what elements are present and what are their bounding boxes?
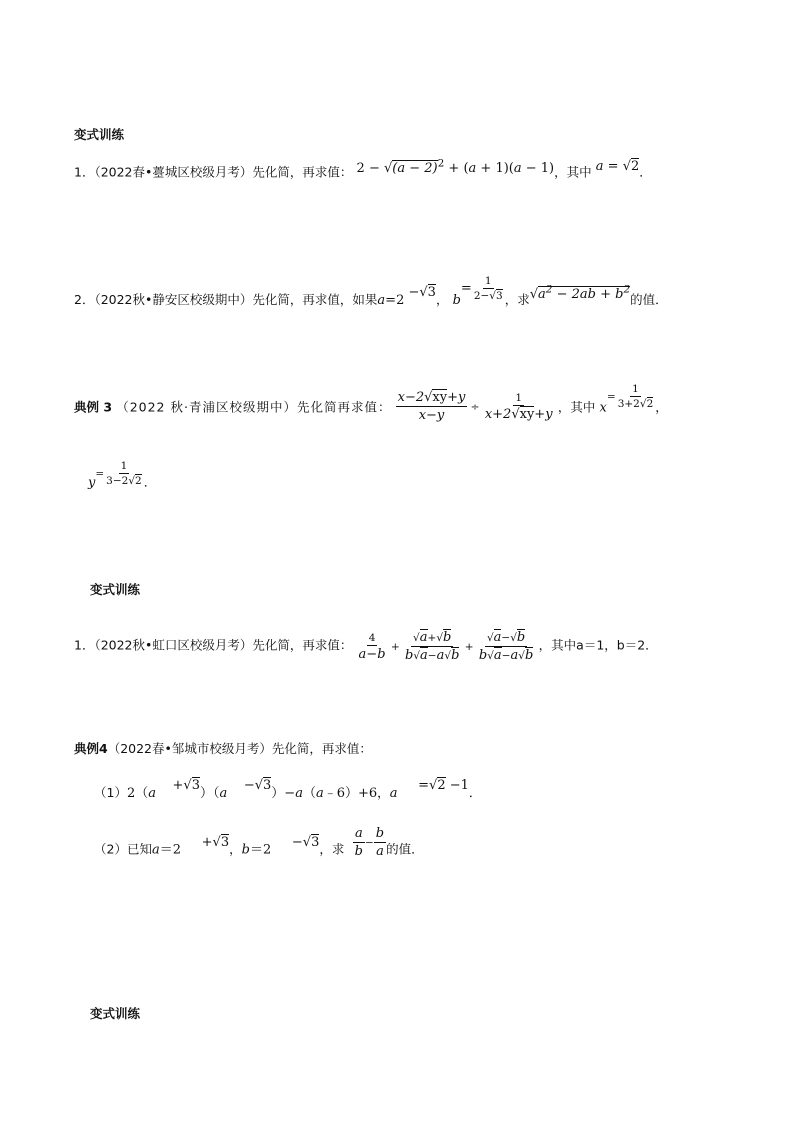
problem-number: 1． (74, 164, 95, 180)
example-4 (74, 739, 372, 757)
problem-task: 先化简，再求值，如果 (252, 292, 378, 307)
condition-values: a＝1，b＝2． (576, 637, 658, 653)
problem-3 (74, 630, 658, 663)
example-label: 典例4 (74, 741, 108, 756)
b-label: b (452, 293, 461, 308)
problem-task: 先化简，再求值： (252, 164, 353, 180)
section-heading: 变式训练 (90, 582, 141, 597)
example-source: （2022春•邹城市校级月考） (107, 741, 272, 756)
expression: $2 - √(a - 2)^2 + (a + 1)(a - 1)$ (356, 158, 555, 177)
condition-expression: a = √2 (595, 159, 640, 175)
b-value: = $\frac{1}{2-√3}$ (460, 275, 503, 302)
comma: ， (229, 841, 242, 857)
expression: $\frac{x-2√xy+y}{x-y}$ ÷ $\frac{1}{x+2√xy+y}$ (397, 390, 553, 423)
a-value: a=2 −√3 (377, 285, 436, 308)
expression: $\frac{4}{a-b}$ + $\frac{√a+√b}{b√a-a√b}$ + $\frac{√a-√b}{b√a-a√b}$ (358, 630, 534, 663)
a-value: a＝2 +√3 (151, 834, 230, 858)
question-label: （1） (94, 785, 127, 800)
x-label: x (599, 400, 607, 416)
example-3-y (88, 460, 157, 497)
problem-source: （2022春•薹城区校级月考） (94, 164, 253, 180)
end-text: 的值． (386, 841, 424, 857)
end-punct: ． (468, 785, 482, 800)
condition-text: ，其中 (557, 399, 596, 415)
y-value: = 1 3−2√2 (95, 460, 142, 487)
end-punct: ． (639, 164, 652, 180)
end-punct: ． (143, 474, 157, 490)
problem-source: （2022秋•静安区校级期中） (94, 292, 253, 307)
end-text: 的值． (630, 292, 668, 307)
problem-1 (74, 158, 652, 180)
question-label: （2）已知 (94, 841, 152, 857)
example-source: （2022 秋·青浦区校级期中） (116, 399, 297, 415)
find-text: ，求 (504, 292, 530, 307)
condition-text: ，其中 (538, 637, 577, 653)
section-heading: 变式训练 (74, 127, 125, 142)
comma: ， (655, 399, 668, 415)
example-4-question-1: （1）2（a +√3）（a −√3）−a（a﹣6）+6，a =√2 −1． (94, 778, 482, 801)
b-value: b＝2 −√3 (241, 834, 320, 858)
root-expression: $√a^2 - 2ab + b^2$ (529, 283, 631, 302)
comma: ， (435, 292, 449, 307)
example-3 (74, 383, 668, 425)
find-text: ，求 (319, 841, 345, 857)
expression: a b − b a (354, 826, 385, 859)
section-heading: 变式训练 (90, 1006, 141, 1021)
example-4-question-2 (94, 826, 424, 867)
problem-task: 先化简，再求值： (252, 637, 353, 653)
x-value: = 1 3+2√2 (606, 383, 654, 410)
problem-source: （2022秋•虹口区校级月考） (94, 637, 253, 653)
condition-text: ，其中 (554, 164, 592, 180)
a-value: =√2 −1 (418, 778, 469, 793)
example-task: 先化简，再求值： (271, 741, 372, 756)
y-label: y (88, 475, 96, 491)
expression: 2（a +√3）（a −√3）−a（a﹣6）+6 (126, 778, 378, 801)
comma: ， (377, 785, 390, 800)
problem-2 (74, 275, 668, 314)
example-task: 先化简再求值： (296, 399, 392, 415)
problem-number: 1． (74, 637, 95, 653)
example-label: 典例 3 (74, 399, 113, 415)
problem-number: 2． (74, 292, 95, 307)
